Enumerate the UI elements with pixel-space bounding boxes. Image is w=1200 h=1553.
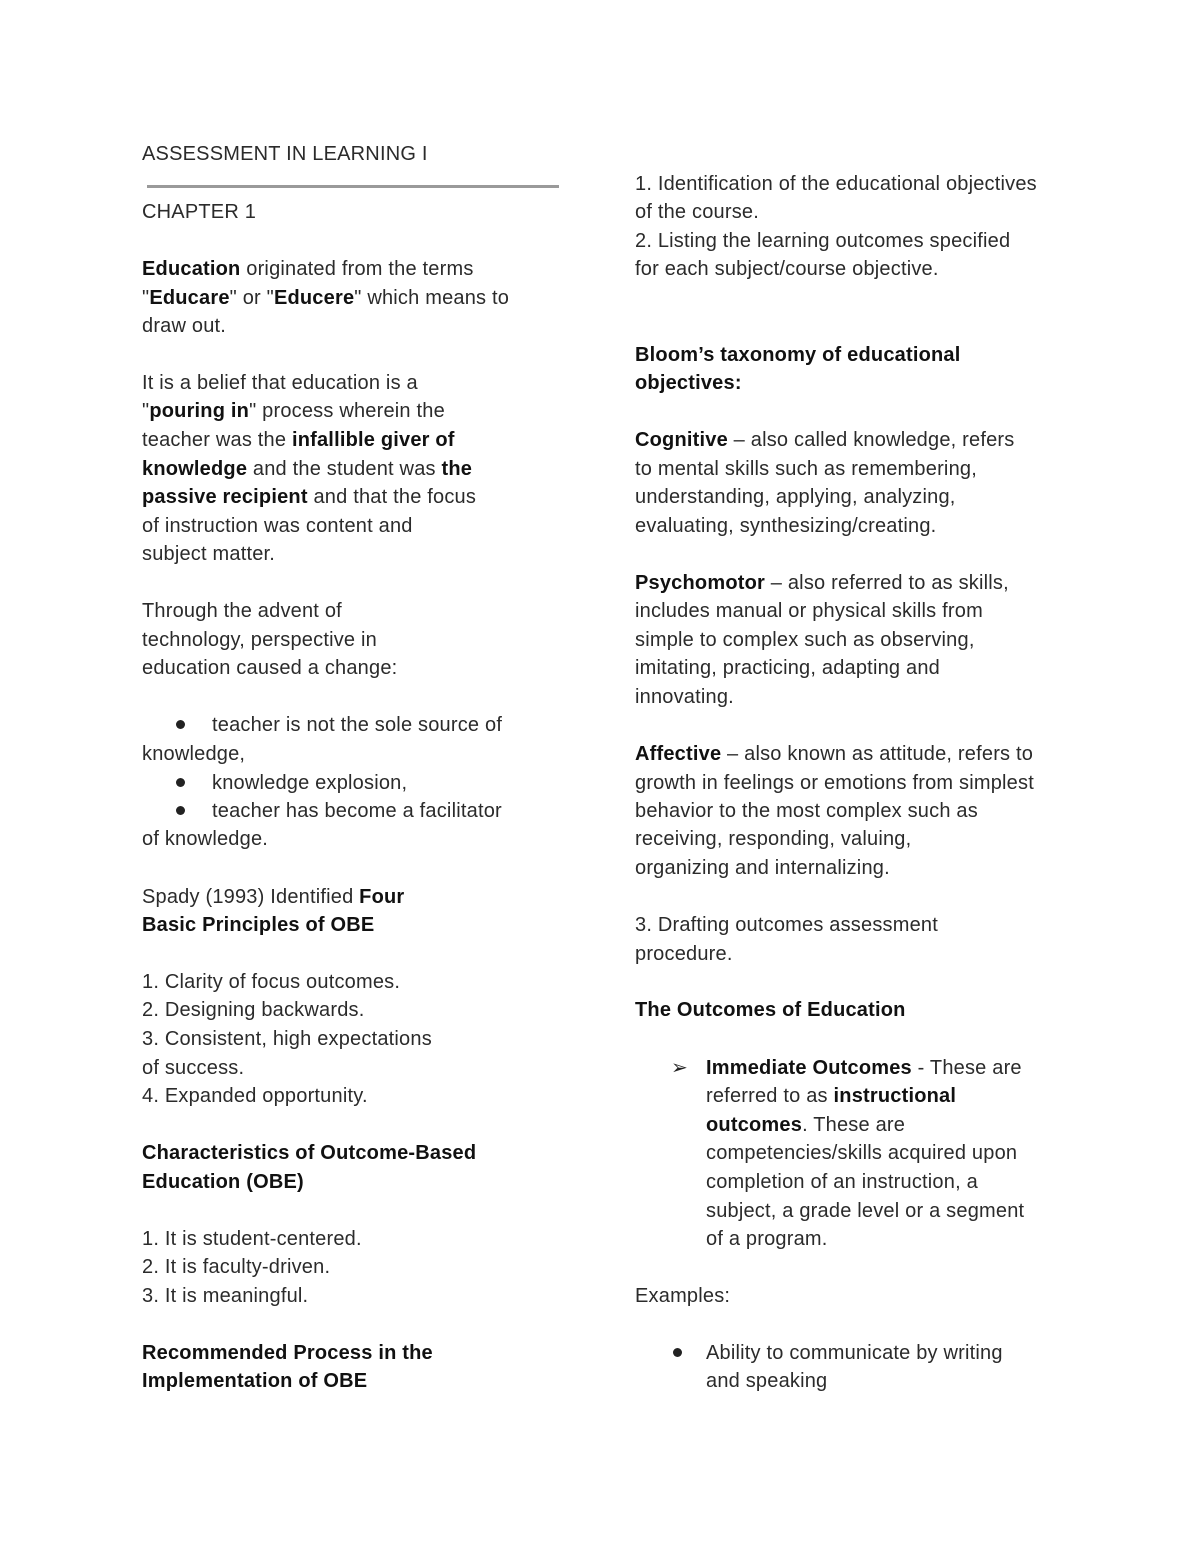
chapter-heading: CHAPTER 1 <box>142 201 257 223</box>
bloom-heading: objectives: <box>635 372 742 394</box>
education-def-line: "Educare" or "Educere" which means to <box>142 287 510 309</box>
belief-line: passive recipient and that the focus <box>142 486 477 508</box>
process-step: of the course. <box>635 201 759 223</box>
list-item: knowledge explosion, <box>212 772 408 794</box>
process-step: for each subject/course objective. <box>635 258 939 280</box>
bloom-heading: Bloom’s taxonomy of educational <box>635 344 961 366</box>
spady-heading: Spady (1993) Identified Four <box>142 886 405 908</box>
psychomotor-line: includes manual or physical skills from <box>635 600 983 622</box>
outcome-line: of a program. <box>706 1228 828 1250</box>
cognitive-line: understanding, applying, analyzing, <box>635 486 956 508</box>
affective-line: Affective – also known as attitude, refers to <box>635 743 1034 765</box>
examples-label: Examples: <box>635 1285 731 1307</box>
belief-line: teacher was the infallible giver of <box>142 429 455 451</box>
psychomotor-line: Psychomotor – also referred to as skills, <box>635 572 1009 594</box>
spady-heading: Basic Principles of OBE <box>142 914 375 936</box>
title-underline <box>147 185 559 188</box>
recommended-heading: Implementation of OBE <box>142 1370 368 1392</box>
psychomotor-line: innovating. <box>635 686 734 708</box>
characteristics-heading: Characteristics of Outcome-Based <box>142 1142 477 1164</box>
belief-line: knowledge and the student was the <box>142 458 473 480</box>
arrow-bullet-icon: ➢ <box>671 1057 688 1079</box>
bullet-icon <box>176 778 185 787</box>
list-item-continued: of knowledge. <box>142 828 269 850</box>
process-step: 1. Identification of the educational objectives <box>635 173 1037 195</box>
affective-line: receiving, responding, valuing, <box>635 828 912 850</box>
belief-line: of instruction was content and <box>142 515 413 537</box>
bullet-icon <box>673 1348 682 1357</box>
bullet-icon <box>176 720 185 729</box>
outcome-line: completion of an instruction, a <box>706 1171 978 1193</box>
belief-line: "pouring in" process wherein the <box>142 400 445 422</box>
advent-line: Through the advent of <box>142 600 342 622</box>
characteristic-item: 3. It is meaningful. <box>142 1285 309 1307</box>
process-step: procedure. <box>635 943 733 965</box>
principle-item: 1. Clarity of focus outcomes. <box>142 971 401 993</box>
bullet-icon <box>176 806 185 815</box>
psychomotor-line: simple to complex such as observing, <box>635 629 975 651</box>
outcome-line: competencies/skills acquired upon <box>706 1142 1018 1164</box>
affective-line: organizing and internalizing. <box>635 857 890 879</box>
advent-line: technology, perspective in <box>142 629 377 651</box>
characteristic-item: 2. It is faculty-driven. <box>142 1256 331 1278</box>
cognitive-line: Cognitive – also called knowledge, refers <box>635 429 1015 451</box>
psychomotor-line: imitating, practicing, adapting and <box>635 657 940 679</box>
belief-line: subject matter. <box>142 543 276 565</box>
list-item: teacher has become a facilitator <box>212 800 502 822</box>
principle-item: 3. Consistent, high expectations <box>142 1028 432 1050</box>
principle-item: of success. <box>142 1057 245 1079</box>
list-item: teacher is not the sole source of <box>212 714 503 736</box>
education-def-line: draw out. <box>142 315 227 337</box>
education-def-line: Education originated from the terms <box>142 258 474 280</box>
example-item: and speaking <box>706 1370 828 1392</box>
belief-line: It is a belief that education is a <box>142 372 418 394</box>
cognitive-line: to mental skills such as remembering, <box>635 458 977 480</box>
outcome-line: subject, a grade level or a segment <box>706 1200 1025 1222</box>
cognitive-line: evaluating, synthesizing/creating. <box>635 515 937 537</box>
list-item-continued: knowledge, <box>142 743 246 765</box>
recommended-heading: Recommended Process in the <box>142 1342 433 1364</box>
process-step: 2. Listing the learning outcomes specified <box>635 230 1011 252</box>
affective-line: growth in feelings or emotions from simplest <box>635 772 1034 794</box>
affective-line: behavior to the most complex such as <box>635 800 978 822</box>
process-step: 3. Drafting outcomes assessment <box>635 914 938 936</box>
outcome-line: Immediate Outcomes - These are <box>706 1057 1022 1079</box>
characteristic-item: 1. It is student-centered. <box>142 1228 362 1250</box>
document-title: ASSESSMENT IN LEARNING I <box>142 143 428 165</box>
example-item: Ability to communicate by writing <box>706 1342 1003 1364</box>
characteristics-heading: Education (OBE) <box>142 1171 304 1193</box>
principle-item: 2. Designing backwards. <box>142 999 365 1021</box>
advent-line: education caused a change: <box>142 657 398 679</box>
principle-item: 4. Expanded opportunity. <box>142 1085 368 1107</box>
outcomes-heading: The Outcomes of Education <box>635 999 906 1021</box>
outcome-line: outcomes. These are <box>706 1114 906 1136</box>
outcome-line: referred to as instructional <box>706 1085 957 1107</box>
